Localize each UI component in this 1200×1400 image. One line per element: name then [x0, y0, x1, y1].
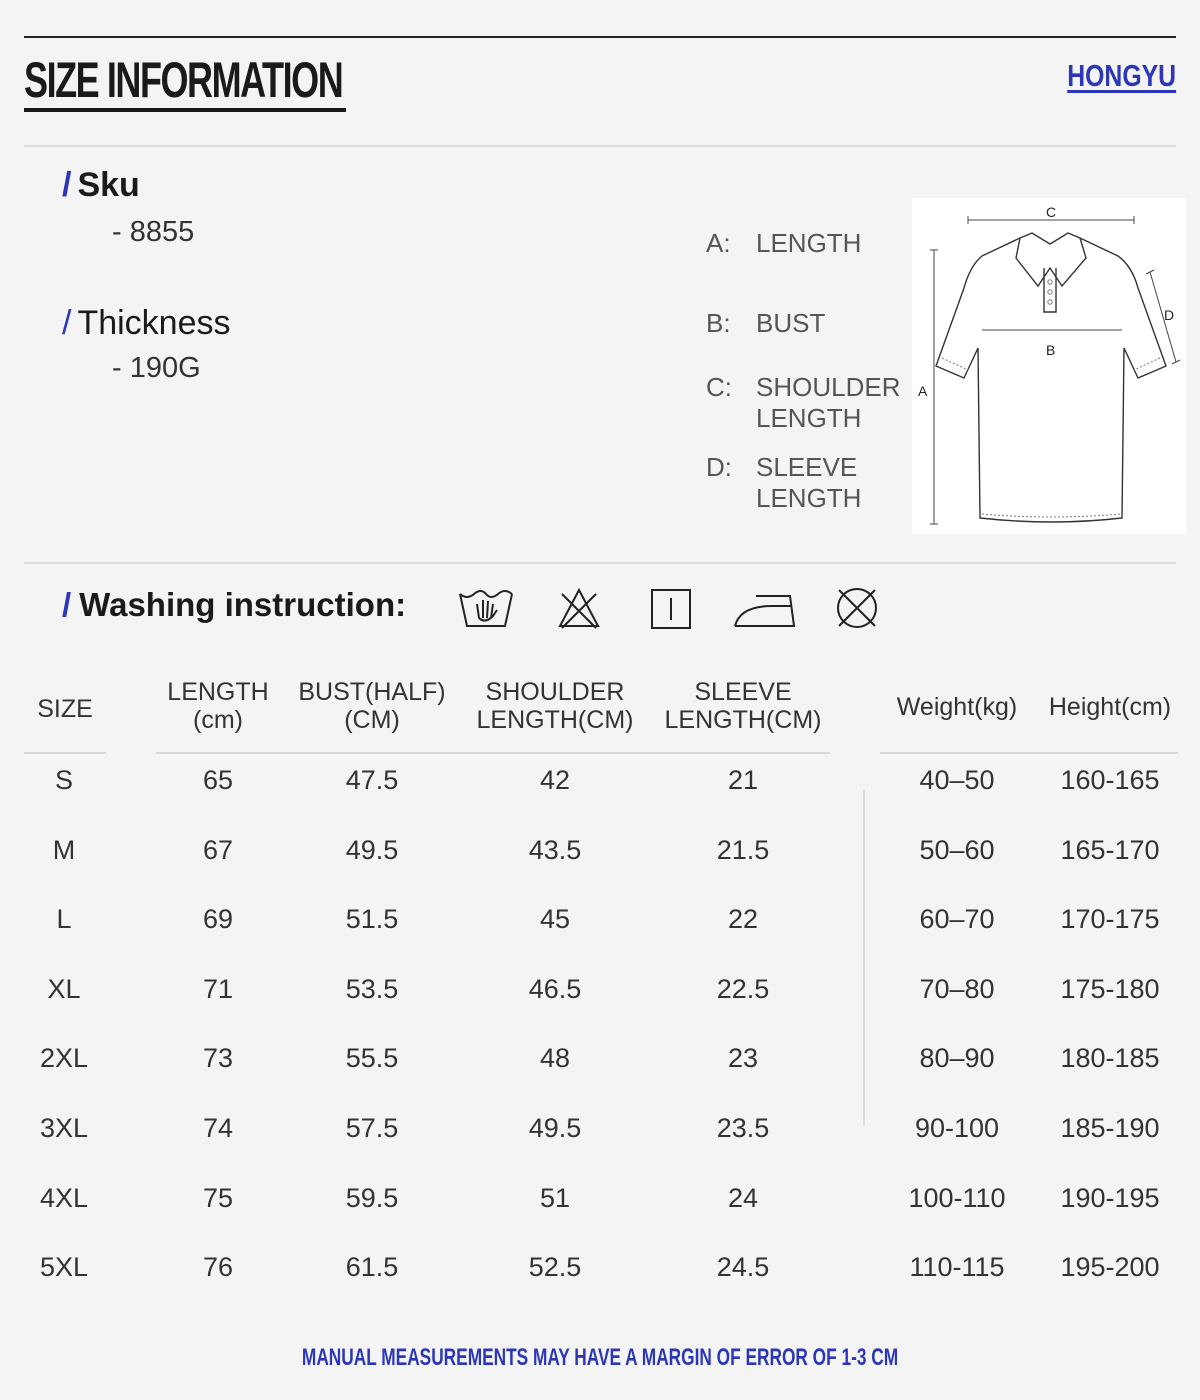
cell-length: 76 — [202, 1252, 234, 1282]
legend-text: BUST — [756, 308, 826, 338]
legend-text: SHOULDER LENGTH — [756, 372, 901, 433]
diagram-label-b: B — [1046, 342, 1056, 358]
cell-sleeve: 24.5 — [716, 1252, 770, 1282]
thickness-value: - 190G — [112, 352, 201, 384]
cell-weight: 70–80 — [919, 974, 995, 1004]
cell-shoulder: 43.5 — [528, 835, 582, 865]
cell-size: M — [52, 835, 76, 865]
cell-size: XL — [47, 974, 81, 1004]
diagram-label-d: D — [1164, 307, 1175, 323]
cell-height: 165-170 — [1060, 835, 1160, 865]
cell-weight: 90-100 — [914, 1113, 1000, 1143]
legend-letter: C: — [706, 372, 732, 402]
header-rule — [156, 752, 830, 754]
cell-size: S — [54, 765, 73, 795]
header-weight: Weight(kg) — [896, 693, 1018, 721]
column-divider — [863, 790, 865, 1126]
cell-sleeve: 22.5 — [716, 974, 770, 1004]
cell-bust: 51.5 — [345, 904, 399, 934]
cell-weight: 60–70 — [919, 904, 995, 934]
divider — [24, 145, 1176, 147]
header-rule — [24, 752, 106, 754]
footer-note: MANUAL MEASUREMENTS MAY HAVE A MARGIN OF ERROR OF 1-3 CM — [301, 1344, 899, 1371]
cell-weight: 100-110 — [908, 1183, 1006, 1213]
cell-shoulder: 52.5 — [528, 1252, 582, 1282]
cell-bust: 49.5 — [345, 835, 399, 865]
cell-height: 180-185 — [1060, 1043, 1160, 1073]
cell-length: 65 — [202, 765, 234, 795]
cell-height: 195-200 — [1060, 1252, 1160, 1282]
cell-shoulder: 51 — [539, 1183, 571, 1213]
cell-bust: 57.5 — [345, 1113, 399, 1143]
header-size: SIZE — [37, 695, 93, 723]
cell-sleeve: 22 — [727, 904, 759, 934]
cell-weight: 40–50 — [919, 765, 995, 795]
sku-value: - 8855 — [112, 216, 195, 248]
legend-letter: D: — [706, 452, 732, 482]
brand-link[interactable]: HONGYU — [1067, 58, 1176, 93]
cell-shoulder: 42 — [539, 765, 571, 795]
cell-shoulder: 49.5 — [528, 1113, 582, 1143]
shirt-diagram — [912, 198, 1186, 534]
cell-size: 5XL — [39, 1252, 89, 1282]
hand-wash-icon — [457, 584, 515, 637]
cell-bust: 61.5 — [345, 1252, 399, 1282]
cell-sleeve: 21.5 — [716, 835, 770, 865]
header-rule — [880, 752, 1178, 754]
cell-weight: 50–60 — [919, 835, 995, 865]
cell-length: 74 — [202, 1113, 234, 1143]
sku-label: / Sku — [62, 166, 140, 204]
do-not-dry-clean-icon — [833, 584, 881, 637]
cell-bust: 55.5 — [345, 1043, 399, 1073]
cell-height: 160-165 — [1060, 765, 1160, 795]
cell-bust: 53.5 — [345, 974, 399, 1004]
cell-shoulder: 48 — [539, 1043, 571, 1073]
header-sleeve: SLEEVE LENGTH(CM) — [664, 678, 822, 734]
cell-length: 67 — [202, 835, 234, 865]
cell-shoulder: 45 — [539, 904, 571, 934]
cell-sleeve: 24 — [727, 1183, 759, 1213]
cell-length: 75 — [202, 1183, 234, 1213]
legend-letter: B: — [706, 308, 731, 338]
cell-length: 73 — [202, 1043, 234, 1073]
header-height: Height(cm) — [1048, 693, 1172, 721]
cell-size: 4XL — [39, 1183, 89, 1213]
thickness-label: / Thickness — [62, 304, 231, 342]
header-bust: BUST(HALF) (CM) — [298, 678, 446, 734]
cell-size: L — [56, 904, 72, 934]
cell-shoulder: 46.5 — [528, 974, 582, 1004]
header-shoulder: SHOULDER LENGTH(CM) — [476, 678, 634, 734]
polo-shirt-icon — [912, 198, 1186, 534]
title-underline — [24, 108, 346, 112]
do-not-bleach-icon — [556, 584, 602, 637]
cell-height: 185-190 — [1060, 1113, 1160, 1143]
header-length: LENGTH (cm) — [167, 678, 269, 734]
washing-label: / Washing instruction: — [62, 586, 407, 623]
cell-height: 175-180 — [1060, 974, 1160, 1004]
diagram-label-c: C — [1046, 204, 1057, 220]
cell-length: 69 — [202, 904, 234, 934]
cell-sleeve: 23 — [727, 1043, 759, 1073]
page-title: SIZE INFORMATION — [24, 52, 343, 108]
cell-size: 3XL — [39, 1113, 89, 1143]
cell-sleeve: 21 — [727, 765, 759, 795]
cell-bust: 47.5 — [345, 765, 399, 795]
diagram-label-a: A — [918, 383, 928, 399]
cell-weight: 110-115 — [909, 1252, 1005, 1282]
legend-text: SLEEVE LENGTH — [756, 452, 862, 513]
cell-size: 2XL — [39, 1043, 89, 1073]
hang-dry-icon — [649, 584, 693, 637]
top-rule — [24, 36, 1176, 38]
cell-sleeve: 23.5 — [716, 1113, 770, 1143]
cell-weight: 80–90 — [919, 1043, 995, 1073]
cell-length: 71 — [202, 974, 234, 1004]
divider — [24, 562, 1176, 564]
iron-icon — [732, 584, 796, 637]
legend-letter: A: — [706, 228, 731, 258]
legend-text: LENGTH — [756, 228, 862, 258]
cell-height: 170-175 — [1060, 904, 1160, 934]
cell-height: 190-195 — [1060, 1183, 1160, 1213]
cell-bust: 59.5 — [345, 1183, 399, 1213]
